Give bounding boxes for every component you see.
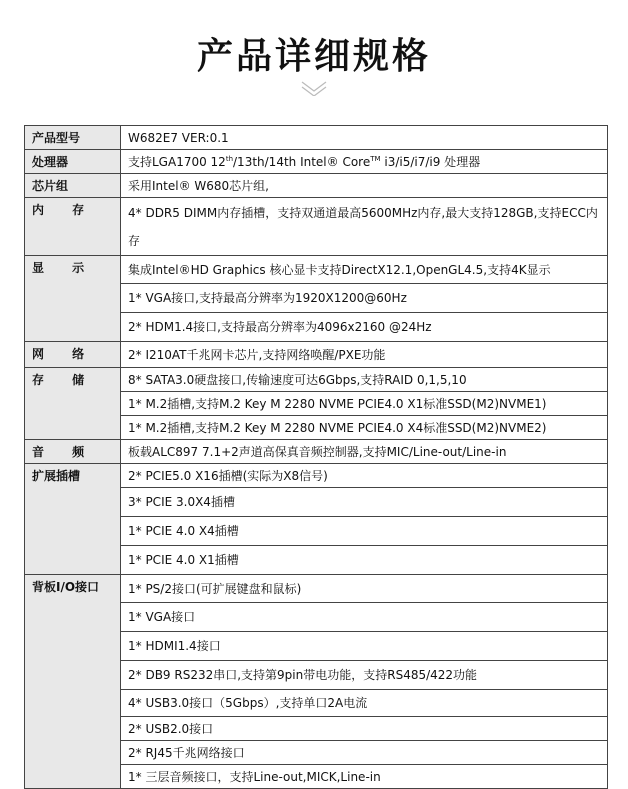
spec-table	[24, 125, 608, 789]
spec-row-memory	[25, 198, 608, 256]
spec-label: 内 存	[25, 198, 121, 256]
spec-value: 板载ALC897 7.1+2声道高保真音频控制器,支持MIC/Line-out/Line-in	[121, 440, 608, 464]
header	[0, 0, 628, 122]
chevron-down-icon	[299, 80, 329, 96]
spec-value: 1* M.2插槽,支持M.2 Key M 2280 NVME PCIE4.0 X4标准SSD(M2)NVME2)	[121, 416, 608, 440]
spec-row-chipset	[25, 174, 608, 198]
spec-label: 背板I/O接口	[25, 575, 121, 789]
spec-value: 2* DB9 RS232串口,支持第9pin带电功能，支持RS485/422功能	[121, 661, 608, 690]
spec-value: 8* SATA3.0硬盘接口,传输速度可达6Gbps,支持RAID 0,1,5,10	[121, 368, 608, 392]
spec-label: 音 频	[25, 440, 121, 464]
spec-row-cpu	[25, 150, 608, 174]
spec-row-rear-io	[25, 575, 608, 603]
spec-value: W682E7 VER:0.1	[121, 126, 608, 150]
spec-label: 存 储	[25, 368, 121, 440]
spec-value: 集成Intel®HD Graphics 核心显卡支持DirectX12.1,OpenGL4.5,支持4K显示	[121, 256, 608, 284]
spec-value: 4* USB3.0接口（5Gbps）,支持单口2A电流	[121, 690, 608, 717]
spec-value: 2* I210AT千兆网卡芯片,支持网络唤醒/PXE功能	[121, 342, 608, 368]
spec-value: 1* M.2插槽,支持M.2 Key M 2280 NVME PCIE4.0 X1标准SSD(M2)NVME1)	[121, 392, 608, 416]
cpu-sup-th: th	[225, 154, 234, 163]
spec-row-audio	[25, 440, 608, 464]
spec-value: 1* VGA接口	[121, 603, 608, 632]
spec-value: 采用Intel® W680芯片组,	[121, 174, 608, 198]
page-title: 产品详细规格	[196, 36, 431, 77]
spec-label: 处理器	[25, 150, 121, 174]
spec-value: 1* 三层音频接口，支持Line-out,MICK,Line-in	[121, 765, 608, 789]
cpu-sup-tm: TM	[370, 154, 381, 163]
spec-label: 显 示	[25, 256, 121, 342]
spec-value	[121, 150, 608, 174]
spec-value: 2* RJ45千兆网络接口	[121, 741, 608, 765]
spec-row-model	[25, 126, 608, 150]
spec-label: 产品型号	[25, 126, 121, 150]
spec-label: 网 络	[25, 342, 121, 368]
spec-row-display	[25, 256, 608, 284]
spec-value: 1* PS/2接口(可扩展键盘和鼠标)	[121, 575, 608, 603]
spec-row-expansion	[25, 464, 608, 488]
spec-label: 芯片组	[25, 174, 121, 198]
spec-value: 3* PCIE 3.0X4插槽	[121, 488, 608, 517]
spec-value: 4* DDR5 DIMM内存插槽，支持双通道最高5600MHz内存,最大支持128GB,支持ECC内存	[121, 198, 608, 256]
spec-value: 2* HDM1.4接口,支持最高分辨率为4096x2160 @24Hz	[121, 313, 608, 342]
cpu-text-mid: /13th/14th Intel® Core	[233, 154, 371, 169]
cpu-text-pre: 支持LGA1700 12	[128, 154, 226, 169]
spec-label: 扩展插槽	[25, 464, 121, 575]
spec-value: 2* PCIE5.0 X16插槽(实际为X8信号)	[121, 464, 608, 488]
spec-row-storage	[25, 368, 608, 392]
spec-value: 1* VGA接口,支持最高分辨率为1920X1200@60Hz	[121, 284, 608, 313]
spec-value: 1* PCIE 4.0 X1插槽	[121, 546, 608, 575]
spec-value: 1* HDMI1.4接口	[121, 632, 608, 661]
spec-value: 1* PCIE 4.0 X4插槽	[121, 517, 608, 546]
cpu-text-post: i3/i5/i7/i9 处理器	[380, 154, 481, 169]
spec-row-network	[25, 342, 608, 368]
spec-value: 2* USB2.0接口	[121, 717, 608, 741]
